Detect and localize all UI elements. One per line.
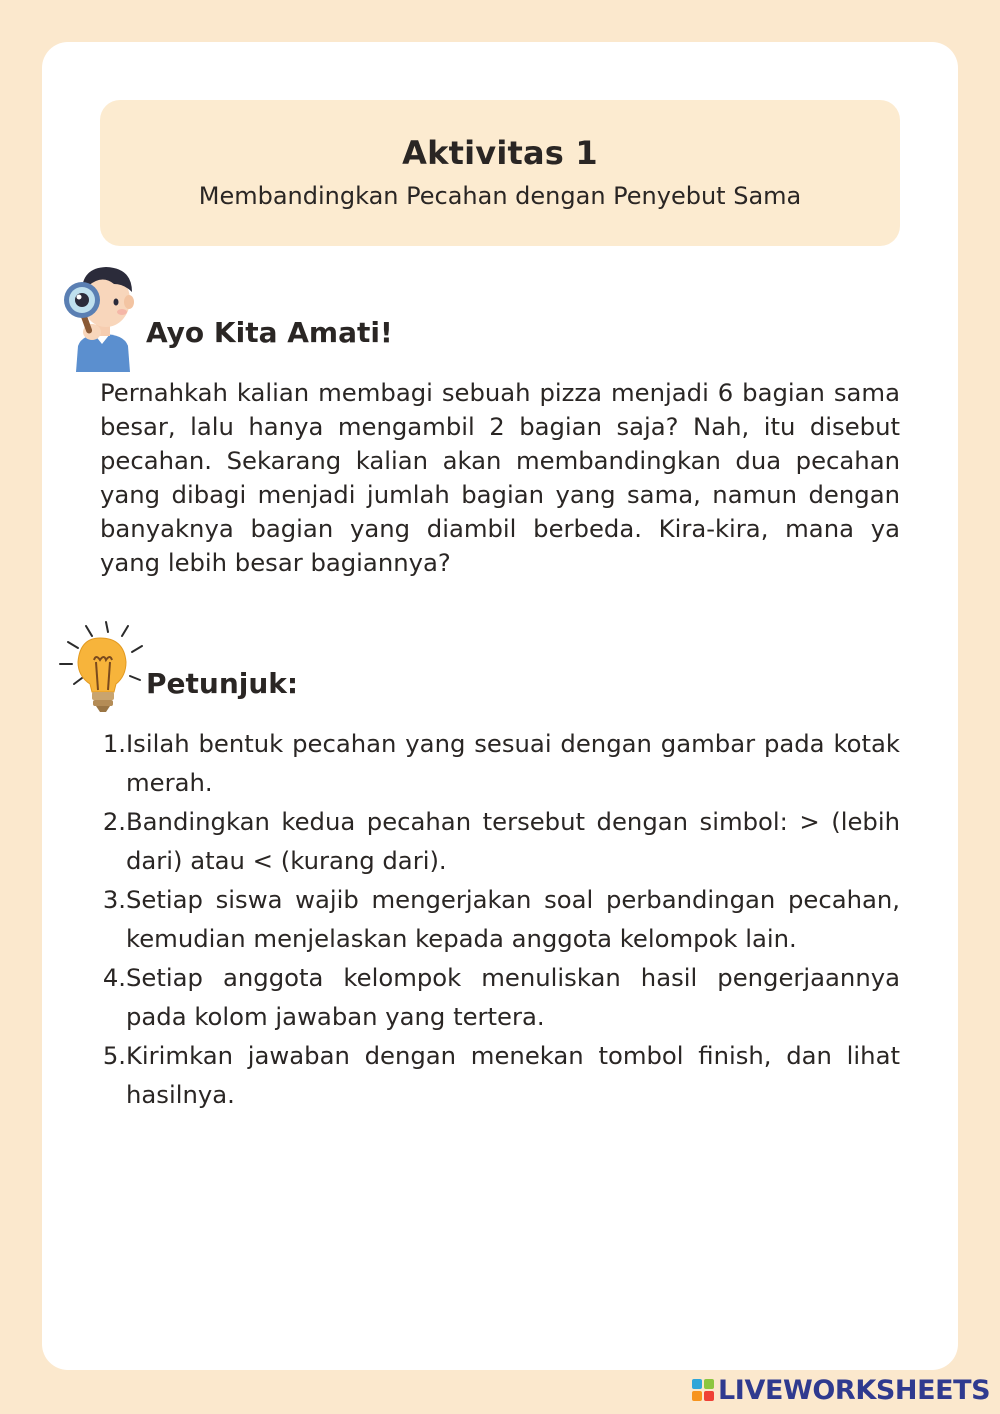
- step-text: Isilah bentuk pecahan yang sesuai dengan gambar pada kotak merah.: [126, 729, 900, 797]
- step-text: Setiap anggota kelompok menuliskan hasil pengerjaannya pada kolom jawaban yang tertera.: [126, 963, 900, 1031]
- step-text: Setiap siswa wajib mengerjakan soal perbandingan pecahan, kemudian menjelaskan kepada anggota kelompok lain.: [126, 885, 900, 953]
- liveworksheets-brand[interactable]: [692, 1372, 990, 1408]
- step-number: 3.: [102, 885, 126, 914]
- list-item: [100, 724, 900, 802]
- observe-heading: Ayo Kita Amati!: [146, 316, 393, 349]
- brand-text: LIVEWORKSHEETS: [718, 1374, 991, 1406]
- activity-header: [100, 100, 900, 246]
- activity-subtitle: Membandingkan Pecahan dengan Penyebut Sama: [198, 182, 802, 210]
- observe-paragraph: Pernahkah kalian membagi sebuah pizza menjadi 6 bagian sama besar, lalu hanya mengambil 2 bagian saja? Nah, itu disebut pecahan. Sekarang kalian akan membandingkan dua pecahan yang dibagi menjadi jumlah bagian yang sama, namun dengan banyaknya bagian yang diambil berbeda. Kira-kira, mana ya yang lebih besar bagiannya?: [100, 378, 900, 577]
- list-item: [100, 880, 900, 958]
- list-item: [100, 802, 900, 880]
- step-number: 4.: [102, 963, 126, 992]
- step-number: 2.: [102, 807, 126, 836]
- step-text: Bandingkan kedua pecahan tersebut dengan simbol: > (lebih dari) atau < (kurang dari).: [126, 807, 900, 875]
- lightbulb-icon: [56, 616, 148, 716]
- step-number: 5.: [102, 1041, 126, 1070]
- list-item: [100, 1036, 900, 1114]
- step-text: Kirimkan jawaban dengan menekan tombol finish, dan lihat hasilnya.: [126, 1041, 900, 1109]
- magnifier-boy-icon: [58, 262, 142, 372]
- liveworksheets-logo-icon: [692, 1379, 714, 1401]
- activity-title: Aktivitas 1: [402, 134, 598, 172]
- list-item: [100, 958, 900, 1036]
- step-number: 1.: [102, 729, 126, 758]
- instruction-list: [100, 724, 900, 1114]
- instructions-heading: Petunjuk:: [146, 667, 299, 700]
